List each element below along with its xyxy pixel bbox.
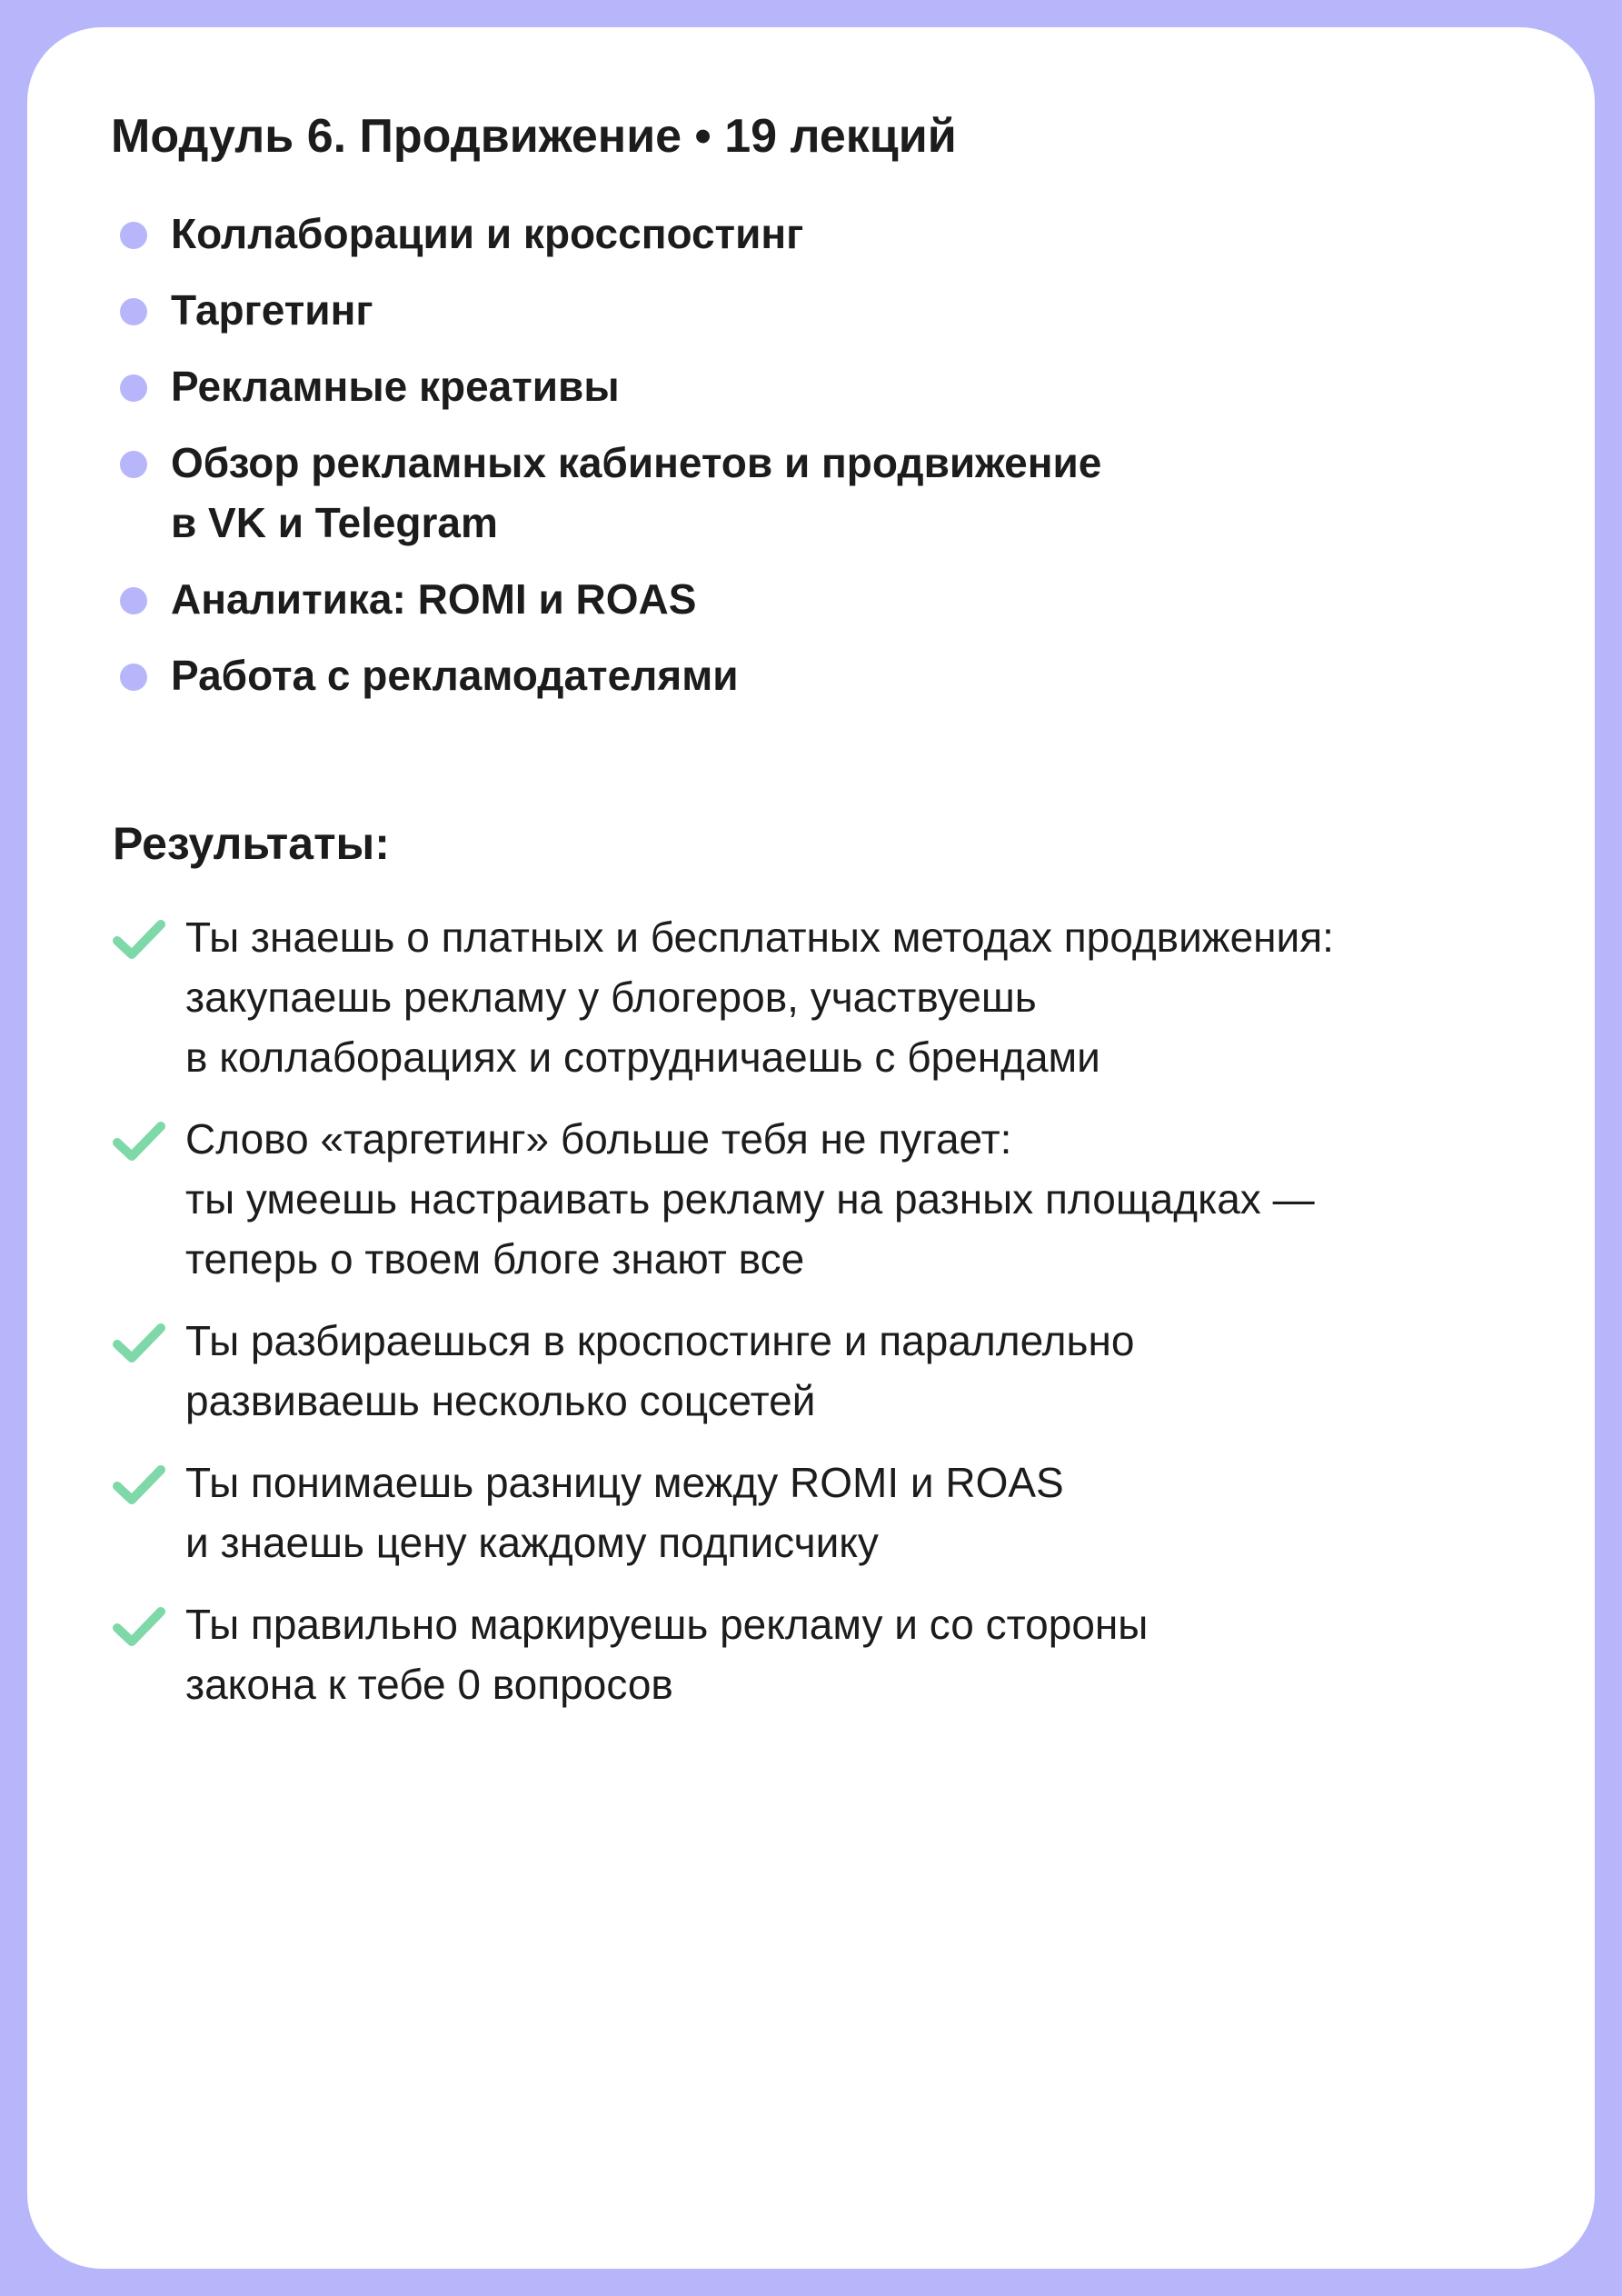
result-text: Ты знаешь о платных и бесплатных методах продвижения: закупаешь рекламу у блогеров, участвуешь в коллаборациях и сотрудничаешь с брендами bbox=[185, 913, 1334, 1081]
result-text: Ты разбираешься в кроспостинге и параллельно развиваешь несколько соцсетей bbox=[185, 1317, 1135, 1424]
topic-text: Обзор рекламных кабинетов и продвижение в VK и Telegram bbox=[171, 439, 1102, 546]
topic-item bbox=[111, 645, 1474, 705]
check-icon bbox=[113, 1322, 165, 1363]
check-icon bbox=[113, 1463, 165, 1505]
module-card bbox=[27, 27, 1595, 2269]
results-title: Результаты: bbox=[113, 818, 390, 869]
check-icon bbox=[113, 1120, 165, 1162]
topic-item bbox=[111, 280, 1474, 340]
result-text: Ты понимаешь разницу между ROMI и ROAS и знаешь цену каждому подписчику bbox=[185, 1459, 1064, 1566]
topic-list bbox=[111, 204, 1474, 722]
result-item bbox=[113, 1109, 1530, 1289]
bullet-dot-icon bbox=[120, 222, 147, 249]
bullet-dot-icon bbox=[120, 587, 147, 614]
result-item bbox=[113, 1452, 1530, 1572]
module-title: Модуль 6. Продвижение • 19 лекций bbox=[111, 110, 957, 163]
topic-text: Таргетинг bbox=[171, 286, 373, 334]
check-icon bbox=[113, 1605, 165, 1647]
topic-item bbox=[111, 433, 1474, 553]
bullet-dot-icon bbox=[120, 298, 147, 325]
result-text: Слово «таргетинг» больше тебя не пугает: ты умеешь настраивать рекламу на разных площадках — теперь о твоем блоге знают все bbox=[185, 1115, 1315, 1283]
topic-text: Работа с рекламодателями bbox=[171, 652, 739, 699]
topic-text: Рекламные креативы bbox=[171, 363, 620, 410]
topic-text: Коллаборации и кросспостинг bbox=[171, 210, 804, 257]
result-item bbox=[113, 1311, 1530, 1431]
topic-item bbox=[111, 204, 1474, 264]
result-text: Ты правильно маркируешь рекламу и со стороны закона к тебе 0 вопросов bbox=[185, 1601, 1149, 1708]
bullet-dot-icon bbox=[120, 374, 147, 402]
result-item bbox=[113, 907, 1530, 1087]
results-list bbox=[113, 907, 1530, 1736]
topic-item bbox=[111, 356, 1474, 416]
bullet-dot-icon bbox=[120, 664, 147, 691]
bullet-dot-icon bbox=[120, 451, 147, 478]
check-icon bbox=[113, 918, 165, 960]
result-item bbox=[113, 1594, 1530, 1714]
topic-text: Аналитика: ROMI и ROAS bbox=[171, 575, 697, 623]
topic-item bbox=[111, 569, 1474, 629]
